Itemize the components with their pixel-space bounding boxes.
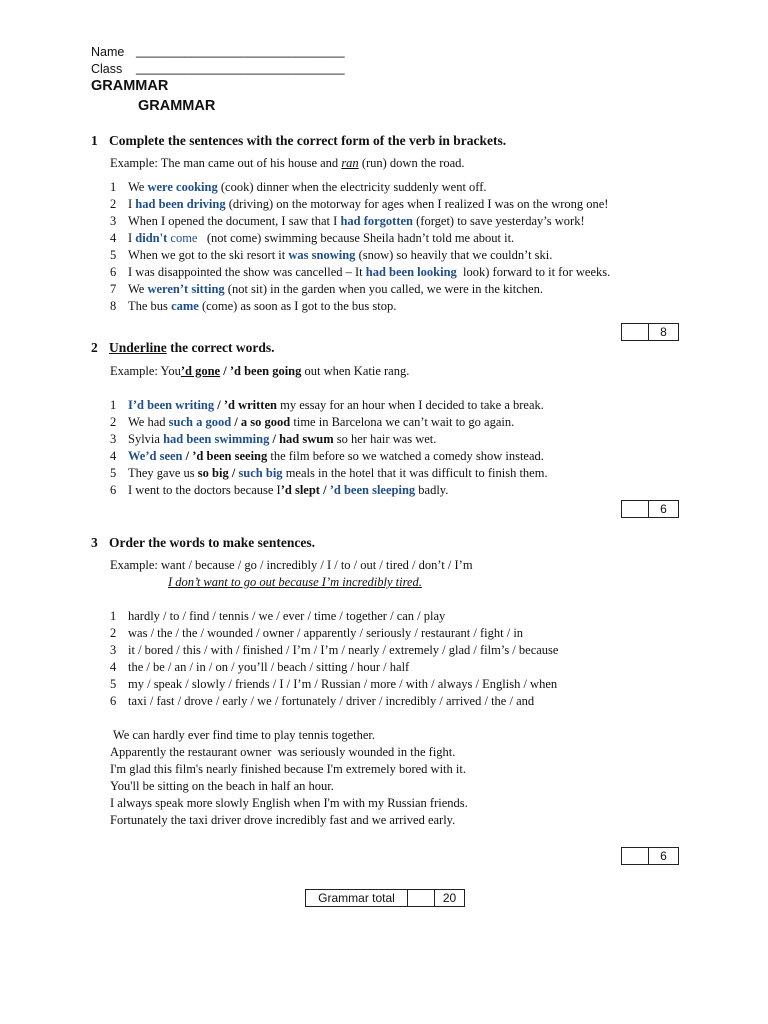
item-text-end: (come) as soon as I got to the bus stop.	[198, 299, 397, 313]
item-text-end: the film before so we watched a comedy show instead.	[267, 449, 544, 463]
example-text-end: out when Katie rang.	[301, 364, 410, 378]
score-max: 6	[660, 849, 667, 863]
s1-item-6	[110, 265, 610, 280]
item-text-end: meals in the hotel that it was difficult to finish them.	[282, 466, 548, 480]
item-text-end: (forget) to save yesterday’s work!	[413, 214, 585, 228]
item-number: 5	[110, 677, 117, 691]
s3-item-1	[110, 609, 445, 624]
item-option-1[interactable]: We’d seen	[128, 449, 183, 463]
item-text-end: my essay for an hour when I decided to take a break.	[276, 398, 544, 412]
s2-item-5	[110, 466, 548, 481]
item-option-1[interactable]: ’d slept	[280, 483, 320, 497]
item-number: 3	[110, 432, 117, 446]
item-number: 1	[110, 180, 117, 194]
item-option-2[interactable]: ’d been sleeping	[329, 483, 416, 497]
example-answer: ran	[341, 156, 359, 170]
item-words: hardly / to / find / tennis / we / ever / time / together / can / play	[128, 609, 446, 623]
section-title: Order the words to make sentences.	[109, 535, 315, 550]
item-separator: /	[182, 449, 193, 463]
score-max: 6	[660, 502, 667, 516]
score-input[interactable]	[622, 848, 649, 864]
item-number: 6	[110, 265, 117, 279]
s1-item-5	[110, 248, 552, 263]
item-option-2[interactable]: such big	[238, 466, 283, 480]
title-secondary: GRAMMAR	[138, 98, 216, 114]
s2-item-3	[110, 432, 436, 447]
s2-item-2	[110, 415, 514, 430]
item-text: I	[128, 231, 136, 245]
item-option-1[interactable]: such a good	[168, 415, 232, 429]
s3-answer-5[interactable]: I always speak more slowly English when I'm with my Russian friends.	[110, 796, 468, 810]
section-2-example	[110, 364, 409, 379]
section-2-score-box	[621, 500, 679, 518]
s3-answer-2[interactable]: Apparently the restaurant owner was seriously wounded in the fight.	[110, 745, 456, 759]
item-text: When we got to the ski resort it	[128, 248, 289, 262]
item-answer: came	[171, 299, 199, 313]
item-text-end: (not sit) in the garden when you called, we were in the kitchen.	[224, 282, 543, 296]
section-number: 3	[91, 535, 98, 550]
s3-item-4	[110, 660, 409, 675]
item-words: taxi / fast / drove / early / we / fortunately / driver / incredibly / arrived / the / and	[128, 694, 535, 708]
item-text-end: badly.	[415, 483, 449, 497]
item-words: the / be / an / in / on / you’ll / beach / sitting / hour / half	[128, 660, 410, 674]
total-score-input[interactable]	[408, 890, 435, 906]
item-text-end: so her hair was wet.	[333, 432, 437, 446]
item-text-end: (driving) on the motorway for ages when I realized I was on the wrong one!	[225, 197, 609, 211]
item-text: I went to the doctors because I	[128, 483, 281, 497]
score-input[interactable]	[622, 501, 649, 517]
class-blank[interactable]: ______________________________	[136, 61, 345, 75]
item-answer: had forgotten	[340, 214, 414, 228]
item-number: 6	[110, 694, 117, 708]
total-score-max: 20	[442, 891, 457, 905]
item-number: 8	[110, 299, 117, 313]
item-number: 6	[110, 483, 117, 497]
s2-item-1	[110, 398, 544, 413]
item-number: 3	[110, 643, 117, 657]
item-number: 2	[110, 626, 117, 640]
section-number: 1	[91, 133, 98, 148]
item-answer: had been driving	[135, 197, 226, 211]
item-words: my / speak / slowly / friends / I / I’m / Russian / more / with / always / English / when	[128, 677, 558, 691]
item-text-end: (snow) so heavily that we couldn’t ski.	[355, 248, 553, 262]
item-answer: didn't	[135, 231, 168, 245]
item-text: The bus	[128, 299, 172, 313]
item-answer: had been looking	[365, 265, 457, 279]
item-separator: /	[214, 398, 224, 412]
item-number: 4	[110, 231, 117, 245]
item-text-end: time in Barcelona we can’t wait to go again.	[290, 415, 515, 429]
s3-item-2	[110, 626, 523, 641]
item-option-2[interactable]: ’d written	[223, 398, 277, 412]
s1-item-4	[110, 231, 514, 246]
example-option-correct: ’d gone	[180, 364, 221, 378]
item-number: 1	[110, 398, 117, 412]
section-3-example: Example: want / because / go / incredibly / I / to / out / tired / don’t / I’m	[110, 558, 473, 572]
item-text-end: look) forward to it for weeks.	[456, 265, 611, 279]
item-number: 4	[110, 449, 117, 463]
item-option-2[interactable]: ’d been seeing	[192, 449, 268, 463]
item-answer: were cooking	[147, 180, 218, 194]
item-text-end: (cook) dinner when the electricity suddenly went off.	[217, 180, 487, 194]
item-words: was / the / the / wounded / owner / apparently / seriously / restaurant / fight / in	[128, 626, 524, 640]
example-text: Example: The man came out of his house and	[110, 156, 342, 170]
item-number: 2	[110, 415, 117, 429]
example-text-end: (run) down the road.	[358, 156, 465, 170]
example-separator: /	[220, 364, 230, 378]
s3-answer-6[interactable]: Fortunately the taxi driver drove incredibly fast and we arrived early.	[110, 813, 456, 827]
s3-item-5	[110, 677, 557, 692]
item-option-1[interactable]: had been swimming	[163, 432, 270, 446]
item-option-2[interactable]: a so good	[240, 415, 291, 429]
item-number: 7	[110, 282, 117, 296]
item-number: 4	[110, 660, 117, 674]
item-answer: was snowing	[288, 248, 356, 262]
item-answer: weren’t sitting	[147, 282, 225, 296]
section-title: the correct words.	[166, 340, 275, 355]
item-text: Sylvia	[128, 432, 164, 446]
s3-item-6	[110, 694, 534, 709]
s1-item-2	[110, 197, 608, 212]
item-text: I	[128, 197, 136, 211]
item-number: 3	[110, 214, 117, 228]
s3-answer-1[interactable]: We can hardly ever find time to play tennis together.	[110, 728, 376, 742]
item-number: 5	[110, 466, 117, 480]
score-input[interactable]	[622, 324, 649, 340]
grammar-total-box	[305, 889, 465, 907]
score-max: 8	[660, 325, 667, 339]
section-1-score-box	[621, 323, 679, 341]
s1-item-3	[110, 214, 585, 229]
item-answer-cont: come	[167, 231, 198, 245]
item-separator: /	[231, 415, 241, 429]
s3-answer-4[interactable]: You'll be sitting on the beach in half an hour.	[110, 779, 334, 793]
item-text: We	[128, 282, 148, 296]
item-text: We had	[128, 415, 169, 429]
item-text: We	[128, 180, 148, 194]
s1-item-1	[110, 180, 487, 195]
s1-item-7	[110, 282, 543, 297]
example-text: Example: You	[110, 364, 181, 378]
section-3-score-box	[621, 847, 679, 865]
item-separator: /	[319, 483, 330, 497]
section-3-heading	[91, 535, 315, 551]
item-text: They gave us	[128, 466, 198, 480]
name-blank[interactable]: ______________________________	[136, 44, 345, 58]
item-separator: /	[228, 466, 239, 480]
item-text-end: (not come) swimming because Sheila hadn’t told me about it.	[197, 231, 515, 245]
item-option-1[interactable]: so big	[197, 466, 229, 480]
item-option-1[interactable]: I’d been writing	[128, 398, 215, 412]
section-1-heading	[91, 133, 506, 149]
section-number: 2	[91, 340, 98, 355]
item-words: it / bored / this / with / finished / I’m / I’m / nearly / extremely / glad / film’s / because	[128, 643, 559, 657]
section-3-example-answer: I don’t want to go out because I’m incredibly tired.	[168, 575, 422, 589]
example-option: ’d been going	[229, 364, 302, 378]
section-title-underlined: Underline	[109, 340, 167, 355]
item-number: 5	[110, 248, 117, 262]
item-option-2[interactable]: had swum	[279, 432, 334, 446]
name-label: Name	[91, 45, 125, 59]
s3-answer-3[interactable]: I'm glad this film's nearly finished because I'm extremely bored with it.	[110, 762, 466, 776]
section-1-example	[110, 156, 465, 171]
item-separator: /	[269, 432, 280, 446]
section-2-heading	[91, 340, 274, 356]
s3-item-3	[110, 643, 558, 658]
item-text: When I opened the document, I saw that I	[128, 214, 341, 228]
title-primary: GRAMMAR	[91, 78, 169, 94]
item-text: I was disappointed the show was cancelled – It	[128, 265, 366, 279]
section-title: Complete the sentences with the correct form of the verb in brackets.	[109, 133, 507, 148]
item-number: 2	[110, 197, 117, 211]
s2-item-4	[110, 449, 544, 464]
item-number: 1	[110, 609, 117, 623]
s2-item-6	[110, 483, 448, 498]
s1-item-8	[110, 299, 396, 314]
class-label: Class	[91, 62, 123, 76]
grammar-total-label: Grammar total	[306, 890, 408, 906]
